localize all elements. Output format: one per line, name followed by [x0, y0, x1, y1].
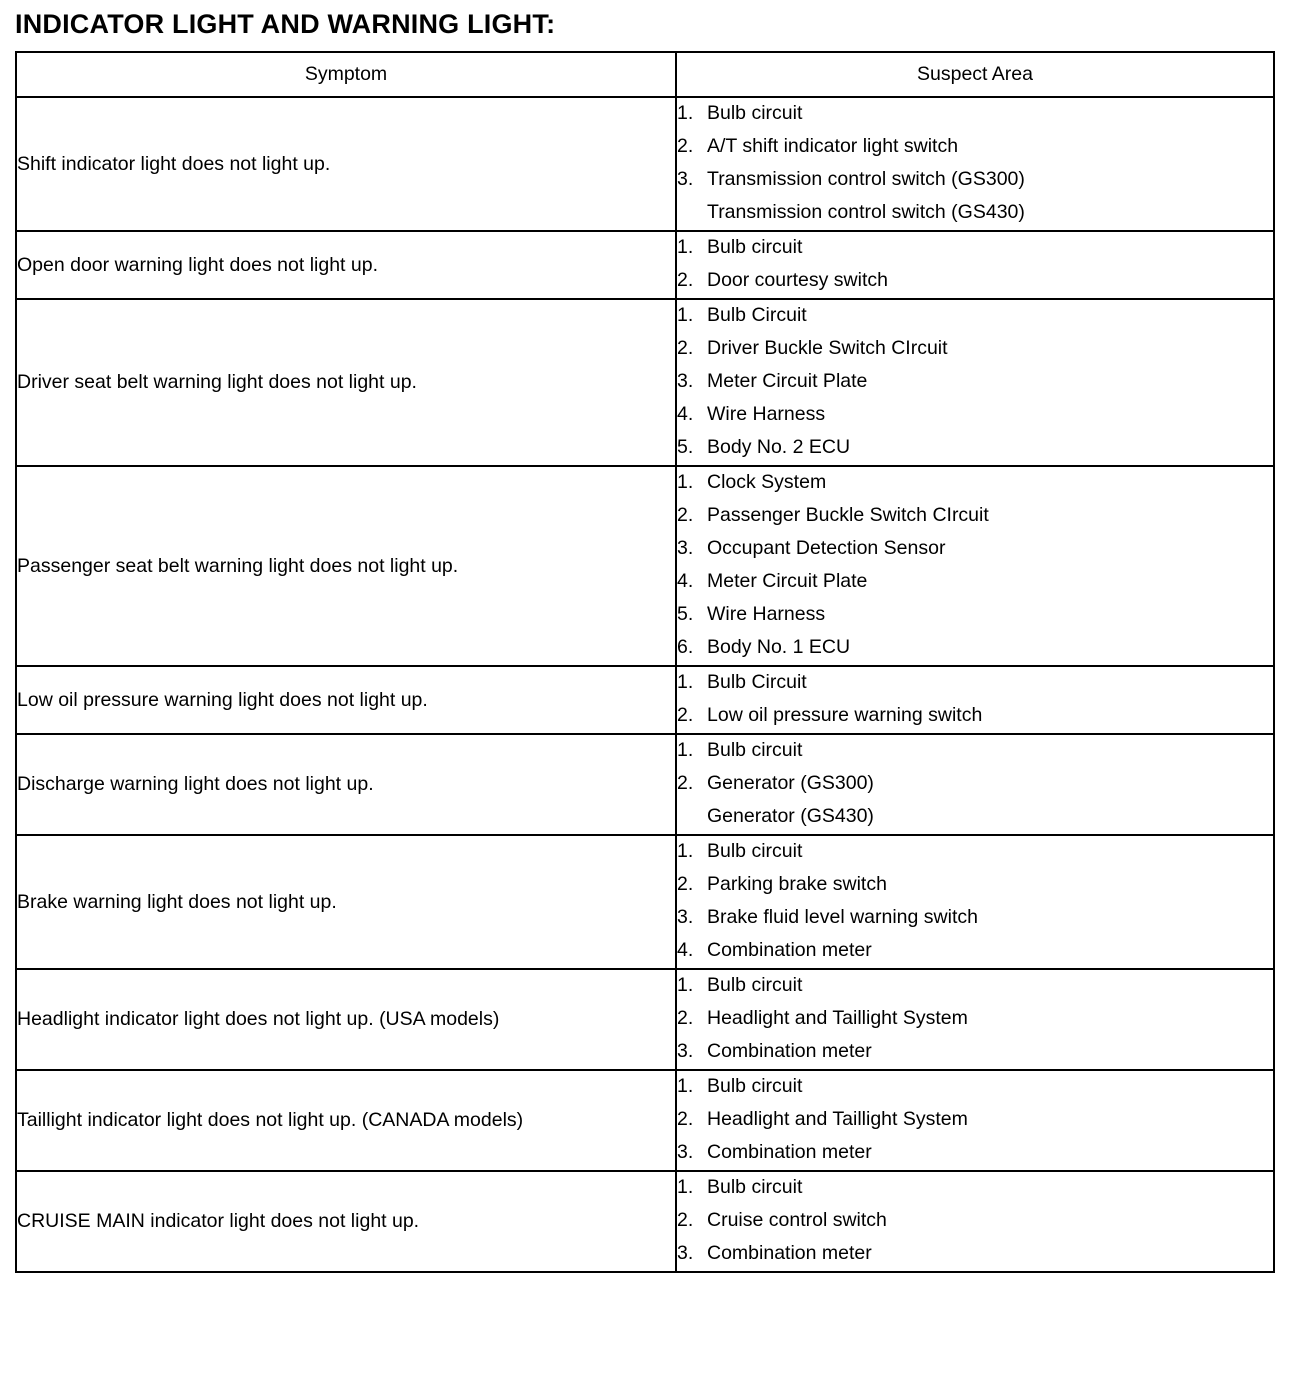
item-text: Bulb circuit	[707, 236, 803, 258]
item-text: Wire Harness	[707, 603, 826, 625]
item-number: 3.	[677, 537, 694, 559]
item-number: 2.	[677, 337, 694, 359]
item-text: Wire Harness	[707, 403, 826, 425]
symptom-cell: Driver seat belt warning light does not light up.	[16, 299, 676, 466]
item-number: 2.	[677, 1007, 694, 1029]
suspect-area-item	[677, 232, 1273, 265]
item-text: Bulb circuit	[707, 974, 803, 996]
table-body	[16, 97, 1274, 1272]
suspect-area-item	[677, 1137, 1273, 1170]
item-number: 4.	[677, 939, 694, 961]
item-text: Headlight and Taillight System	[707, 1007, 968, 1029]
item-text: Combination meter	[707, 1040, 872, 1062]
header-symptom: Symptom	[16, 52, 676, 97]
suspect-area-cell	[676, 299, 1274, 466]
suspect-area-item	[677, 768, 1273, 801]
suspect-area-cell	[676, 835, 1274, 969]
item-number: 2.	[677, 269, 694, 291]
item-number: 1.	[677, 1176, 694, 1198]
item-text: Body No. 2 ECU	[707, 436, 851, 458]
item-text: Meter Circuit Plate	[707, 370, 868, 392]
item-number: 2.	[677, 704, 694, 726]
item-number: 5.	[677, 436, 694, 458]
suspect-area-item	[677, 902, 1273, 935]
suspect-area-cell	[676, 666, 1274, 734]
item-number: 1.	[677, 1075, 694, 1097]
suspect-area-item	[677, 1036, 1273, 1069]
item-number: 1.	[677, 304, 694, 326]
suspect-area-cell	[676, 1171, 1274, 1272]
symptom-cell: Open door warning light does not light up.	[16, 231, 676, 299]
page-title: INDICATOR LIGHT AND WARNING LIGHT:	[15, 9, 556, 39]
symptom-cell: Headlight indicator light does not light up. (USA models)	[16, 969, 676, 1070]
suspect-area-item	[677, 1172, 1273, 1205]
item-text: Combination meter	[707, 1242, 872, 1264]
suspect-area-item	[677, 801, 1273, 834]
symptom-cell: Discharge warning light does not light up.	[16, 734, 676, 835]
item-text: Transmission control switch (GS300)	[707, 168, 1025, 190]
item-number: 1.	[677, 471, 694, 493]
item-number: 3.	[677, 168, 694, 190]
item-text: Occupant Detection Sensor	[707, 537, 946, 559]
diagnosis-table	[15, 51, 1275, 1273]
item-text: Combination meter	[707, 939, 872, 961]
item-number: 3.	[677, 1242, 694, 1264]
item-text: Bulb circuit	[707, 1075, 803, 1097]
suspect-area-item	[677, 366, 1273, 399]
item-number: 1.	[677, 102, 694, 124]
item-text: Bulb circuit	[707, 102, 803, 124]
table-row	[16, 734, 1274, 835]
item-text: Low oil pressure warning switch	[707, 704, 983, 726]
suspect-area-item	[677, 869, 1273, 902]
item-text: Passenger Buckle Switch CIrcuit	[707, 504, 989, 526]
item-text: Parking brake switch	[707, 873, 887, 895]
suspect-area-item	[677, 533, 1273, 566]
suspect-area-cell	[676, 466, 1274, 666]
suspect-area-item	[677, 1071, 1273, 1104]
item-text: Generator (GS430)	[707, 805, 874, 827]
symptom-cell: Taillight indicator light does not light up. (CANADA models)	[16, 1070, 676, 1171]
table-row	[16, 466, 1274, 666]
item-number: 3.	[677, 1141, 694, 1163]
item-text: Transmission control switch (GS430)	[707, 201, 1025, 223]
suspect-area-item	[677, 265, 1273, 298]
item-number: 3.	[677, 370, 694, 392]
suspect-area-item	[677, 1238, 1273, 1271]
suspect-area-item	[677, 333, 1273, 366]
item-number: 2.	[677, 873, 694, 895]
suspect-area-cell	[676, 734, 1274, 835]
table-row	[16, 835, 1274, 969]
item-number: 2.	[677, 135, 694, 157]
item-text: Bulb circuit	[707, 1176, 803, 1198]
suspect-area-item	[677, 1205, 1273, 1238]
item-text: Bulb Circuit	[707, 671, 807, 693]
table-row	[16, 1171, 1274, 1272]
symptom-cell: Brake warning light does not light up.	[16, 835, 676, 969]
item-text: Body No. 1 ECU	[707, 636, 851, 658]
item-text: Bulb circuit	[707, 840, 803, 862]
symptom-cell: Low oil pressure warning light does not light up.	[16, 666, 676, 734]
symptom-cell: Passenger seat belt warning light does not light up.	[16, 466, 676, 666]
item-number: 4.	[677, 570, 694, 592]
table-row	[16, 969, 1274, 1070]
suspect-area-item	[677, 935, 1273, 968]
item-number: 2.	[677, 1108, 694, 1130]
suspect-area-item	[677, 131, 1273, 164]
item-number: 2.	[677, 1209, 694, 1231]
suspect-area-cell	[676, 1070, 1274, 1171]
item-number: 3.	[677, 906, 694, 928]
item-text: Clock System	[707, 471, 827, 493]
item-text: Door courtesy switch	[707, 269, 888, 291]
item-number: 1.	[677, 974, 694, 996]
item-text: Brake fluid level warning switch	[707, 906, 978, 928]
suspect-area-item	[677, 98, 1273, 131]
suspect-area-item	[677, 197, 1273, 230]
suspect-area-item	[677, 970, 1273, 1003]
item-number: 2.	[677, 772, 694, 794]
item-text: Bulb circuit	[707, 739, 803, 761]
item-number: 1.	[677, 236, 694, 258]
suspect-area-item	[677, 500, 1273, 533]
header-row	[16, 52, 1274, 97]
item-number: 5.	[677, 603, 694, 625]
table-row	[16, 666, 1274, 734]
suspect-area-item	[677, 1104, 1273, 1137]
item-text: Headlight and Taillight System	[707, 1108, 968, 1130]
suspect-area-cell	[676, 97, 1274, 231]
suspect-area-item	[677, 566, 1273, 599]
header-suspect-area: Suspect Area	[676, 52, 1274, 97]
item-number: 1.	[677, 671, 694, 693]
item-number: 2.	[677, 504, 694, 526]
suspect-area-item	[677, 700, 1273, 733]
suspect-area-item	[677, 399, 1273, 432]
item-text: Driver Buckle Switch CIrcuit	[707, 337, 948, 359]
item-number: 4.	[677, 403, 694, 425]
item-text: Combination meter	[707, 1141, 872, 1163]
table-row	[16, 299, 1274, 466]
suspect-area-item	[677, 300, 1273, 333]
suspect-area-item	[677, 667, 1273, 700]
item-text: Generator (GS300)	[707, 772, 874, 794]
item-text: Meter Circuit Plate	[707, 570, 868, 592]
table-row	[16, 231, 1274, 299]
item-number: 6.	[677, 636, 694, 658]
item-text: Bulb Circuit	[707, 304, 807, 326]
table-row	[16, 1070, 1274, 1171]
symptom-cell: CRUISE MAIN indicator light does not light up.	[16, 1171, 676, 1272]
item-text: Cruise control switch	[707, 1209, 887, 1231]
item-number: 1.	[677, 739, 694, 761]
symptom-cell: Shift indicator light does not light up.	[16, 97, 676, 231]
suspect-area-item	[677, 1003, 1273, 1036]
item-number: 3.	[677, 1040, 694, 1062]
suspect-area-item	[677, 467, 1273, 500]
suspect-area-item	[677, 836, 1273, 869]
suspect-area-item	[677, 599, 1273, 632]
suspect-area-item	[677, 432, 1273, 465]
item-text: A/T shift indicator light switch	[707, 135, 959, 157]
item-number: 1.	[677, 840, 694, 862]
suspect-area-cell	[676, 969, 1274, 1070]
suspect-area-item	[677, 164, 1273, 197]
suspect-area-cell	[676, 231, 1274, 299]
table-row	[16, 97, 1274, 231]
suspect-area-item	[677, 735, 1273, 768]
suspect-area-item	[677, 632, 1273, 665]
